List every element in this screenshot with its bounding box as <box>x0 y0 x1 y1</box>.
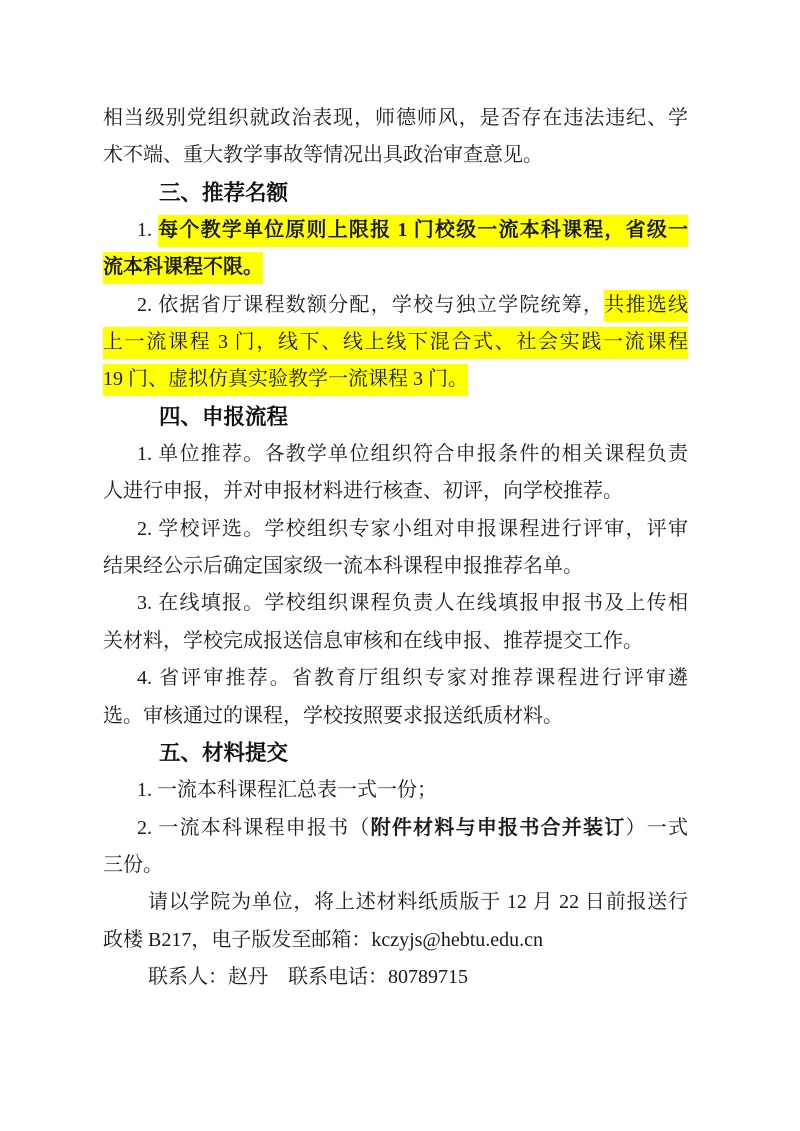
text-run: 三份。 <box>103 853 163 876</box>
quota-item-1-line1 <box>103 212 688 249</box>
section-heading-label: 四、申报流程 <box>159 404 289 429</box>
section-heading-3 <box>103 175 688 212</box>
materials-item-2-line1 <box>103 810 688 847</box>
process-3-line2 <box>103 623 688 660</box>
text-run: 关材料，学校完成报送信息审核和在线申报、推荐提交工作。 <box>103 629 643 652</box>
para-review-cont-2 <box>103 137 688 174</box>
highlighted-bold-text: 每个教学单位原则上限报 1 门校级一流本科课程，省级一 <box>158 215 688 247</box>
text-run: 结果经公示后确定国家级一流本科课程申报推荐名单。 <box>103 555 583 578</box>
contact-line <box>103 959 688 996</box>
process-4-line2 <box>103 698 688 735</box>
text-run: 1. <box>137 219 159 242</box>
section-heading-label: 三、推荐名额 <box>159 180 289 205</box>
highlighted-text: 19 门、虚拟仿真实验教学一流课程 3 门。 <box>103 364 468 396</box>
materials-item-1 <box>103 772 688 809</box>
submission-line2 <box>103 922 688 959</box>
text-run: 相当级别党组织就政治表现，师德师风，是否存在违法违纪、学 <box>103 107 688 129</box>
text-run: 3. 在线填报。学校组织课程负责人在线填报申报书及上传相 <box>137 592 688 615</box>
section-heading-label: 五、材料提交 <box>159 740 289 765</box>
section-heading-5 <box>103 735 688 772</box>
highlighted-text: 上一流课程 3 门，线下、线上线下混合式、社会实践一流课程 <box>103 327 688 359</box>
process-2-line1 <box>103 511 688 548</box>
text-run: 政楼 B217，电子版发至邮箱：kczyjs@hebtu.edu.cn <box>103 928 544 951</box>
process-1-line1 <box>103 436 688 473</box>
text-run: ）一式 <box>625 816 688 839</box>
materials-item-2-line2 <box>103 847 688 884</box>
text-run: 选。审核通过的课程，学校按照要求报送纸质材料。 <box>103 704 563 727</box>
highlighted-bold-text: 流本科课程不限。 <box>103 252 263 284</box>
document-body <box>103 100 688 996</box>
highlighted-text: 共推选线 <box>604 290 688 322</box>
text-run: 请以学院为单位，将上述材料纸质版于 12 月 22 日前报送行 <box>148 891 688 914</box>
bold-text: 附件材料与申报书合并装订 <box>370 816 626 839</box>
text-run: 人进行申报，并对申报材料进行核查、初评，向学校推荐。 <box>103 480 623 503</box>
text-run: 1. 单位推荐。各教学单位组织符合申报条件的相关课程负责 <box>137 443 688 466</box>
text-run: 4. 省评审推荐。省教育厅组织专家对推荐课程进行评审遴 <box>137 667 688 690</box>
quota-item-2-line1 <box>103 287 688 324</box>
section-heading-4 <box>103 399 688 436</box>
text-run: 2. 学校评选。学校组织专家小组对申报课程进行评审，评审 <box>137 517 688 540</box>
text-run: 2. 一流本科课程申报书（ <box>137 816 371 839</box>
process-1-line2 <box>103 473 688 510</box>
text-run: 2. 依据省厅课程数额分配，学校与独立学院统筹， <box>137 293 605 316</box>
submission-line1 <box>103 884 688 921</box>
process-4-line1 <box>103 660 688 697</box>
text-run: 1. 一流本科课程汇总表一式一份； <box>137 779 437 802</box>
quota-item-1-line2 <box>103 249 688 286</box>
text-run: 联系人：赵丹 联系电话：80789715 <box>148 965 468 988</box>
process-3-line1 <box>103 585 688 622</box>
text-run: 术不端、重大教学事故等情况出具政治审查意见。 <box>103 144 543 167</box>
para-review-cont-1 <box>103 100 688 137</box>
process-2-line2 <box>103 548 688 585</box>
quota-item-2-line3 <box>103 361 688 398</box>
quota-item-2-line2 <box>103 324 688 361</box>
